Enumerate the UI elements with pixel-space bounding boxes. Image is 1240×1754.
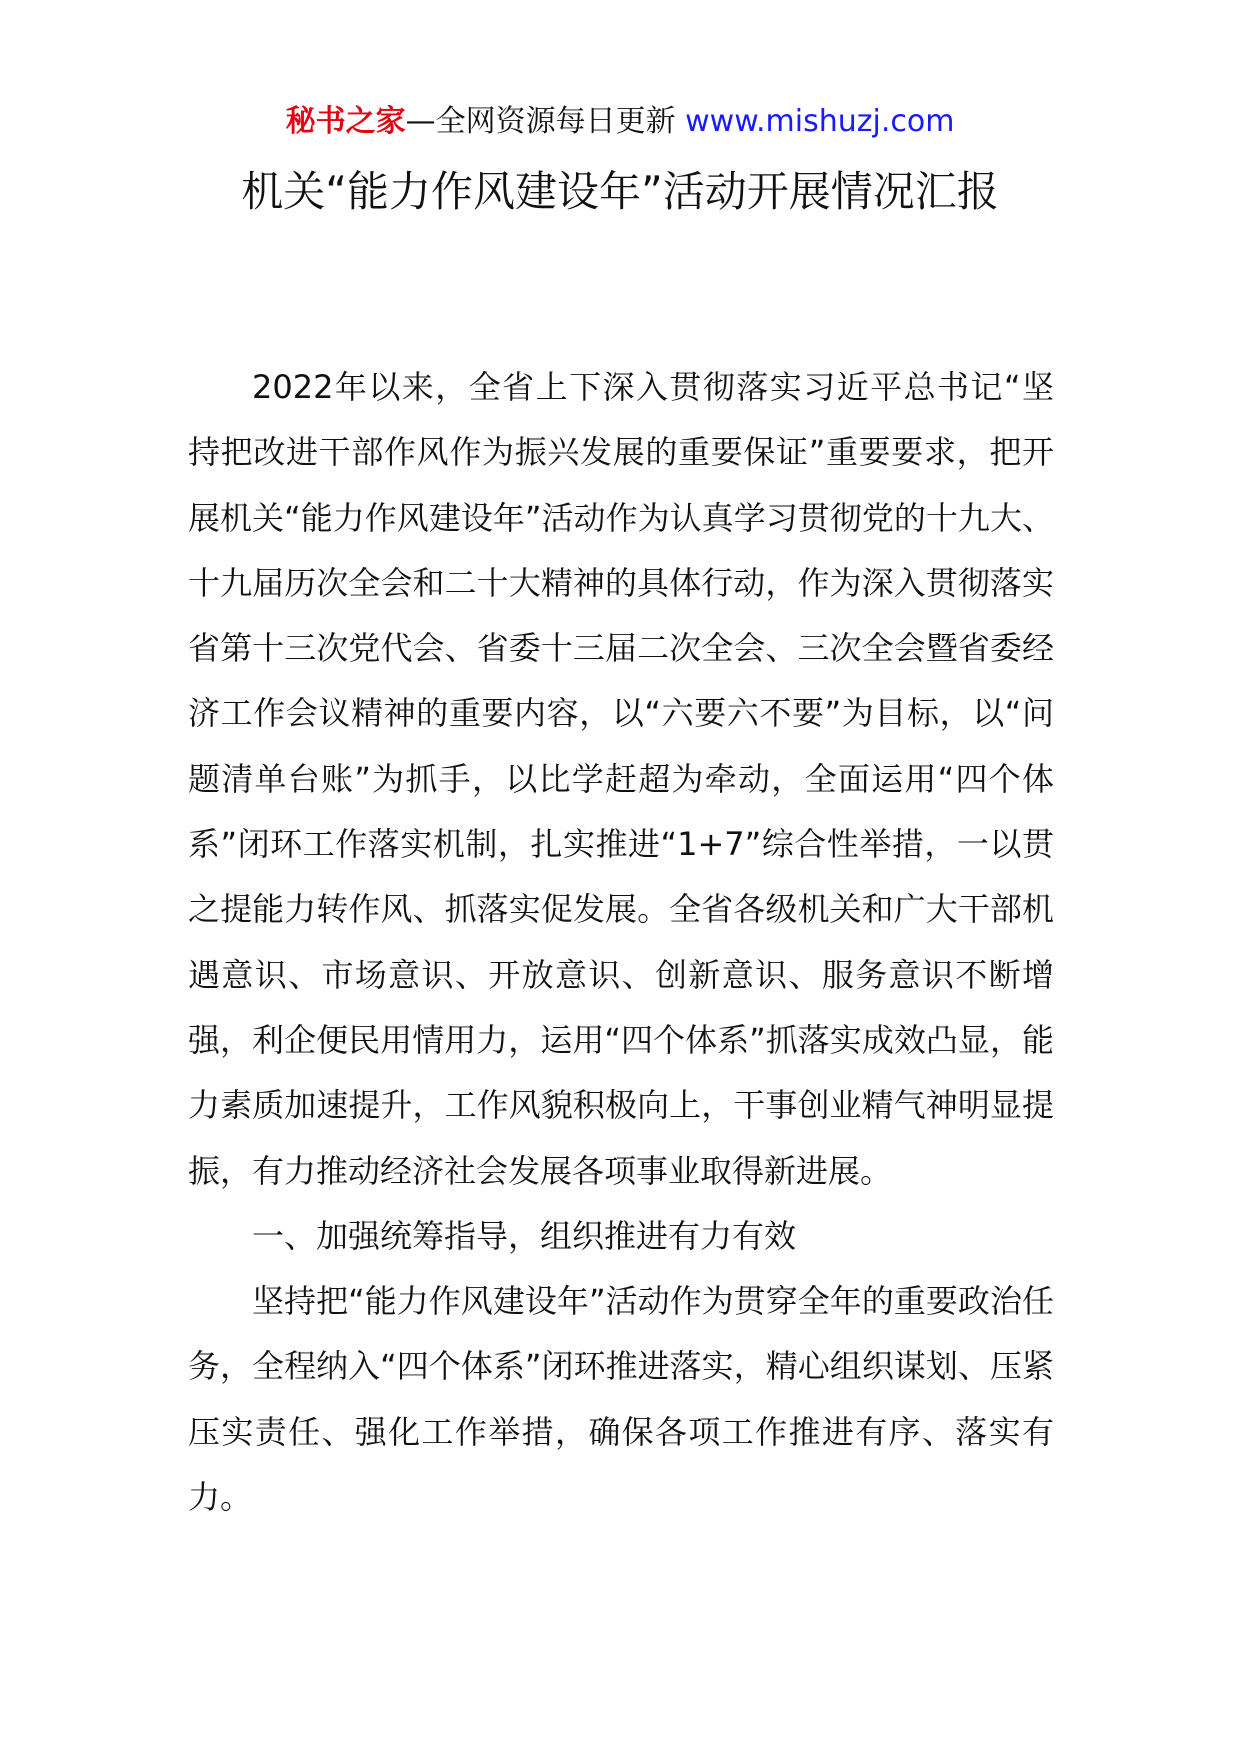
document-body [188,355,1054,1530]
site-brand: 秘书之家 [285,104,406,139]
site-url-link[interactable]: www.mishuzj.com [685,104,955,139]
section-paragraph: 坚持把“能力作风建设年”活动作为贯穿全年的重要政治任务，全程纳入“四个体系”闭环推进落实，精心组织谋划、压紧压实责任、强化工作举措，确保各项工作推进有序、落实有力。 [188,1282,1054,1517]
site-header [0,100,1240,144]
document-title: 机关“能力作风建设年”活动开展情况汇报 [241,167,999,216]
intro-paragraph: 2022年以来，全省上下深入贯彻落实习近平总书记“坚持把改进干部作风作为振兴发展的重要保证”重要要求，把开展机关“能力作风建设年”活动作为认真学习贯彻党的十九大、十九届历次全会和二十大精神的具体行动，作为深入贯彻落实省第十三次党代会、省委十三届二次全会、三次全会暨省委经济工作会议精神的重要内容，以“六要六不要”为目标，以“问题清单台账”为抓手，以比学赶超为牵动，全面运用“四个体系”闭环工作落实机制，扎实推进“1+7”综合性举措，一以贯之提能力转作风、抓落实促发展。全省各级机关和广大干部机遇意识、市场意识、开放意识、创新意识、服务意识不断增强，利企便民用情用力，运用“四个体系”抓落实成效凸显，能力素质加速提升，工作风貌积极向上，干事创业精气神明显提振，有力推动经济社会发展各项事业取得新进展。 [188,368,1054,1190]
site-tagline: —全网资源每日更新 [405,104,686,139]
section-heading: 一、加强统筹指导，组织推进有力有效 [252,1216,797,1255]
